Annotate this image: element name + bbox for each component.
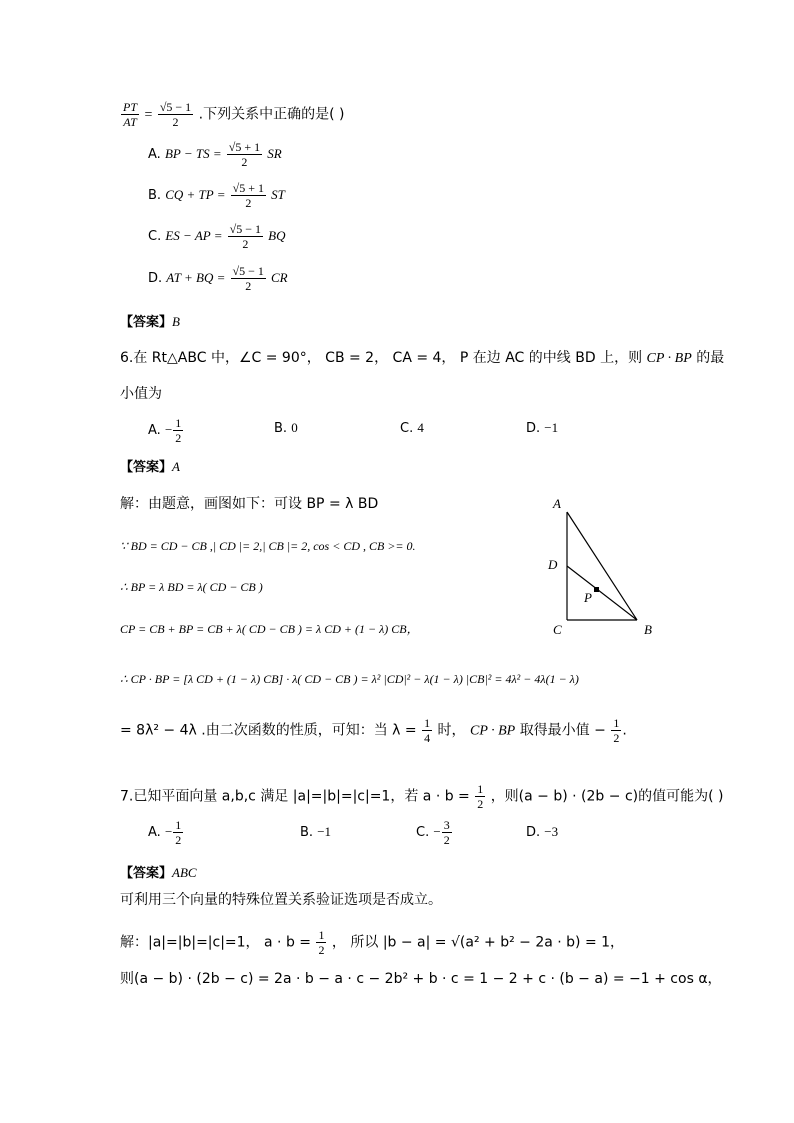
option-rhs: CR: [271, 270, 288, 285]
fraction-denominator: 2: [175, 431, 182, 445]
q6-solution-line5: [120, 669, 579, 689]
option-rhs: ST: [271, 187, 285, 202]
q5-option-c: [148, 222, 286, 251]
q7-option-a: [148, 818, 184, 847]
q5-stem-text: .下列关系中正确的是( ): [198, 106, 345, 123]
fraction-numerator: √5 − 1: [232, 264, 264, 278]
q6-solution-line3: [120, 577, 263, 597]
option-sign: −: [433, 824, 441, 839]
fraction-numerator: 1: [424, 716, 431, 730]
q6-solution-line2: [120, 536, 416, 556]
answer-label: 【答案】: [120, 460, 173, 475]
fraction-numerator: √5 + 1: [232, 181, 264, 195]
option-value: 0: [291, 420, 298, 435]
q5-stem-rhs-fraction: [158, 100, 193, 129]
option-value: −3: [544, 824, 559, 839]
solution-text: .: [622, 722, 627, 739]
label-a: A: [553, 496, 561, 511]
fraction-denominator: 4: [424, 731, 431, 745]
point-p-marker: [594, 587, 599, 592]
solution-text: ， 所以 |b − a| = √(a² + b² − 2a · b) = 1，: [331, 934, 625, 951]
answer-value: B: [172, 314, 180, 329]
q6-stem-line2: [120, 384, 162, 404]
solution-text: 则(a − b) · (2b − c) = 2a · b − a · c − 2b² + b · c = 1 − 2 + c · (b − a) = −1 + cos α，: [120, 971, 722, 987]
fraction-denominator: 2: [242, 237, 249, 251]
option-sign: −: [164, 422, 173, 437]
q6-stem-line2-text: 小值为: [120, 386, 162, 402]
option-sign: −: [164, 824, 173, 839]
q5-stem-fraction: [121, 100, 139, 129]
fraction-denominator: 2: [613, 731, 620, 745]
option-label: D.: [148, 271, 163, 286]
answer-label: 【答案】: [120, 315, 173, 330]
solution-text: 取得最小值 −: [519, 722, 606, 739]
q6-solution-line4: [120, 619, 419, 639]
q6-option-b: [274, 420, 298, 436]
option-label: C.: [400, 421, 414, 436]
label-c: C: [553, 622, 562, 637]
fraction-denominator: 2: [172, 115, 179, 129]
q7-option-c: [416, 818, 453, 847]
q7-solution-line1: [120, 928, 624, 957]
q7-option-d: [526, 824, 558, 840]
q5-option-d: [148, 264, 288, 293]
fraction-denominator: 2: [245, 279, 252, 293]
q6-stem-text-tail: 的最: [696, 350, 725, 366]
q5-option-a: [148, 140, 282, 169]
fraction-denominator: 2: [241, 155, 248, 169]
option-label: D.: [526, 421, 541, 436]
answer-value: ABC: [172, 865, 197, 880]
option-label: C.: [148, 229, 162, 244]
solution-text: CP = CB + BP = CB + λ( CD − CB ) = λ CD + (1 − λ) CB，: [120, 622, 419, 636]
q5-answer: [120, 311, 180, 330]
fraction-numerator: √5 − 1: [229, 222, 262, 236]
fraction-denominator: 2: [477, 797, 484, 811]
option-lhs: CQ + TP =: [165, 187, 226, 202]
fraction-numerator: 1: [175, 818, 182, 832]
q7-stem-text-tail: ，则(a − b) · (2b − c)的值可能为( ): [490, 788, 724, 805]
fraction-denominator: 2: [443, 833, 450, 847]
solution-vector-expr: CP · BP: [469, 723, 516, 739]
q6-option-d: [526, 420, 558, 436]
label-b: B: [644, 622, 652, 637]
option-lhs: ES − AP =: [165, 228, 223, 243]
q6-solution-line6: [120, 716, 627, 745]
option-label: B.: [148, 188, 162, 203]
option-label: A.: [148, 423, 161, 438]
q6-solution-line1: [120, 494, 378, 514]
q5-stem: $\frac{PT}{AT}$ = $\frac{√5 - 1}{2}$ .下列关系中正确的是( ): [123, 100, 345, 129]
fraction-numerator: 1: [477, 782, 484, 796]
option-label: C.: [416, 825, 430, 840]
q7-stem-text: 7.已知平面向量 a,b,c 满足 |a|=|b|=|c|=1，若 a · b =: [120, 788, 470, 805]
label-p: P: [584, 590, 592, 605]
fraction-numerator: √5 + 1: [228, 140, 261, 154]
option-value: 4: [417, 420, 424, 435]
fraction-denominator: 2: [318, 943, 325, 957]
fraction-denominator: 2: [175, 833, 182, 847]
solution-text: ∴ BP = λ BD = λ( CD − CB ): [120, 580, 263, 594]
q7-solution-line2: [120, 969, 722, 989]
fraction-numerator: 1: [175, 416, 182, 430]
solution-text: ∴ CP · BP = [λ CD + (1 − λ) CB] · λ( CD − CB ) = λ² |CD|² − λ(1 − λ) |CB|² = 4λ² − 4λ(1 − λ): [120, 672, 579, 686]
option-label: A.: [148, 825, 161, 840]
answer-value: A: [172, 459, 180, 474]
option-rhs: BQ: [268, 228, 286, 243]
q7-answer: [120, 862, 197, 881]
q6-answer: [120, 456, 180, 475]
option-label: B.: [274, 421, 288, 436]
solution-text: 时，: [437, 722, 466, 739]
fraction-numerator: 3: [443, 818, 450, 832]
option-label: A.: [148, 147, 161, 162]
q7-option-b: [300, 824, 331, 840]
q7-note: [120, 890, 442, 910]
q7-stem: [120, 782, 723, 811]
option-label: B.: [300, 825, 314, 840]
q5-option-b: [148, 181, 285, 210]
q6-stem-vector-expr: CP · BP: [646, 351, 692, 366]
fraction-numerator: 1: [613, 716, 620, 730]
option-lhs: BP − TS =: [164, 146, 222, 161]
solution-text: 解：由题意，画图如下：可设 BP = λ BD: [120, 496, 379, 512]
side-ab: [567, 512, 637, 620]
q6-option-a: [148, 416, 184, 445]
solution-text: = 8λ² − 4λ .由二次函数的性质，可知：当 λ =: [120, 722, 417, 739]
median-bd: [567, 566, 637, 620]
fraction-numerator: PT: [123, 100, 138, 114]
fraction-denominator: AT: [123, 115, 137, 129]
option-lhs: AT + BQ =: [166, 270, 226, 285]
answer-label: 【答案】: [120, 866, 173, 881]
option-label: D.: [526, 825, 541, 840]
q6-stem-text: 6.在 Rt△ABC 中，∠C = 90°， CB = 2， CA = 4， P 在边 AC 的中线 BD 上，则: [120, 350, 643, 366]
q6-stem-line1: [120, 348, 724, 369]
fraction-denominator: 2: [245, 196, 252, 210]
solution-text: ∵ BD = CD − CB ,| CD |= 2,| CB |= 2, cos < CD , CB >= 0.: [120, 539, 416, 553]
triangle-figure: [540, 494, 670, 644]
fraction-numerator: 1: [318, 928, 325, 942]
option-rhs: SR: [267, 146, 282, 161]
solution-note: 可利用三个向量的特殊位置关系验证选项是否成立。: [120, 892, 442, 908]
q6-option-c: [400, 420, 424, 436]
option-value: −1: [317, 824, 332, 839]
label-d: D: [548, 557, 558, 572]
fraction-numerator: √5 − 1: [159, 100, 192, 114]
solution-text: 解：|a|=|b|=|c|=1， a · b =: [120, 934, 312, 951]
option-value: −1: [544, 420, 559, 435]
